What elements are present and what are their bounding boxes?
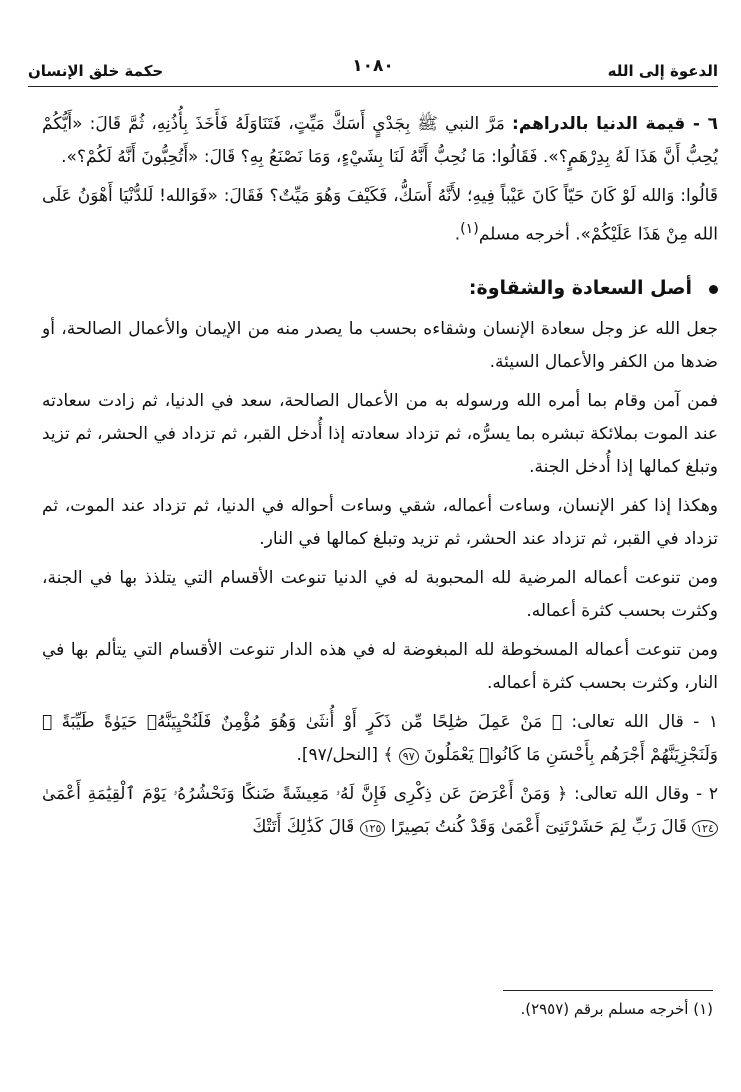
item-6-hadith-part2: قَالُوا: وَالله لَوْ كَانَ حَيّاً كَانَ عَيْباً فِيهِ؛ لأَنَّهُ أَسَكُّ، فَكَيْفَ وَهُوَ مَيِّتٌ؟ فَقَالَ: «فَوَالله! لَلدُّنْيَا أَهْوَنُ عَلَى الله مِنْ هَذَا عَلَيْكُمْ». أخرجه مسلم [42, 186, 718, 245]
verse-2-text-a: ﴿ وَمَنْ أَعْرَضَ عَن ذِكْرِى فَإِنَّ لَهُۥ مَعِيشَةً ضَنكًا وَنَحْشُرُهُۥ يَوْمَ ٱلْقِيَٰمَةِ أَعْمَىٰ [42, 783, 568, 804]
ayah-number-icon: ٩٧ [399, 748, 419, 765]
ayah-number-icon: ١٢٥ [360, 820, 386, 837]
verse-1 [42, 706, 718, 772]
item-6-continuation: قَالُوا: وَالله لَوْ كَانَ حَيّاً كَانَ عَيْباً فِيهِ؛ لأَنَّهُ أَسَكُّ، فَكَيْفَ وَهُوَ مَيِّتٌ؟ فَقَالَ: «فَوَالله! لَلدُّنْيَا أَهْوَنُ عَلَى الله مِنْ هَذَا عَلَيْكُمْ». أخرجه مسلم$^{(١)}$. [42, 186, 718, 245]
item-6-hadith-part1: مَرَّ النبي ﷺ بِجَدْيٍ أَسَكَّ مَيِّتٍ، فَتَنَاوَلَهُ فَأَخَذَ بِأُذُنِهِ، ثُمَّ قَالَ: «أَيُّكُمْ يُحِبُّ أَنَّ هَذَا لَهُ بِدِرْهَمٍ؟». فَقَالُوا: مَا نُحِبُّ أَنَّهُ لَنَا بِشَيْءٍ، وَمَا نَصْنَعُ بِهِ؟ قَالَ: «أَتُحِبُّونَ أَنَّهُ لَكُمْ؟». [42, 114, 718, 167]
verse-2 [42, 778, 718, 844]
header-book-title: الدعوة إلى الله [607, 62, 718, 80]
page-body [42, 108, 718, 850]
verse-1-reference: [النحل/٩٧]. [296, 744, 378, 765]
ayah-number-icon: ١٢٤ [692, 820, 718, 837]
verse-1-intro: ١ - قال الله تعالى: [571, 711, 719, 732]
footnote-ref[interactable]: (١) [460, 221, 479, 237]
item-6-paragraph [42, 108, 718, 174]
verse-1-close: ﴾ [383, 744, 394, 765]
footnote-rule [503, 990, 713, 991]
verse-2-text-c: قَالَ كَذَٰلِكَ أَتَتْكَ [252, 816, 355, 837]
verse-2-text-b: قَالَ رَبِّ لِمَ حَشَرْتَنِىٓ أَعْمَىٰ وَقَدْ كُنتُ بَصِيرًا [390, 816, 687, 837]
paragraph-2: فمن آمن وقام بما أمره الله ورسوله به من الأعمال الصالحة، سعد في الدنيا، ثم زادت سعادته عند الموت بملائكة تبشره بما يسرُّه، ثم تزداد سعادته إذا أُدخل القبر، ثم تزداد في الحشر، ثم تزيد وتبلغ كمالها إذا أُدخل الجنة. [42, 390, 718, 477]
paragraph-4: ومن تنوعت أعماله المرضية لله المحبوبة له في الدنيا تنوعت الأقسام التي يتلذذ بها في الجنة، وكثرت بحسب كثرة أعماله. [42, 567, 718, 621]
item-6-title: ٦ - قيمة الدنيا بالدراهم: [512, 114, 718, 134]
header-rule [28, 86, 718, 87]
page-header [28, 56, 718, 86]
verse-1-text: ﴿ مَنْ عَمِلَ صَٰلِحًا مِّن ذَكَرٍ أَوْ أُنثَىٰ وَهُوَ مُؤْمِنٌ فَلَنُحْيِيَنَّهُۥ حَيَوٰةً طَيِّبَةً ۖ وَلَنَجْزِيَنَّهُمْ أَجْرَهُم بِأَحْسَنِ مَا كَانُوا۟ يَعْمَلُونَ [42, 711, 718, 765]
paragraph-5: ومن تنوعت أعماله المسخوطة لله المبغوضة له في هذه الدار تنوعت الأقسام التي يتألم بها في النار، وكثرت بحسب كثرة أعماله. [42, 639, 718, 693]
header-chapter-title: حكمة خلق الإنسان [28, 62, 164, 80]
bullet-icon [709, 285, 718, 294]
footnote: (١) أخرجه مسلم برقم (٢٩٥٧). [520, 1000, 713, 1018]
paragraph-1: جعل الله عز وجل سعادة الإنسان وشقاءه بحسب ما يصدر منه من الإيمان والأعمال الصالحة، أو ضدها من الكفر والأعمال السيئة. [42, 318, 718, 372]
section-heading [42, 272, 718, 305]
verse-2-intro: ٢ - وقال الله تعالى: [573, 783, 718, 804]
section-heading-text: أصل السعادة والشقاوة: [468, 276, 692, 299]
page-number: ١٠٨٠ [352, 56, 394, 76]
paragraph-3: وهكذا إذا كفر الإنسان، وساءت أعماله، شقي وساءت أحواله في الدنيا، ثم تزداد عند الموت، ثم تزداد في القبر، ثم تزداد عند الحشر، ثم تزيد وتبلغ كمالها في النار. [42, 495, 718, 549]
